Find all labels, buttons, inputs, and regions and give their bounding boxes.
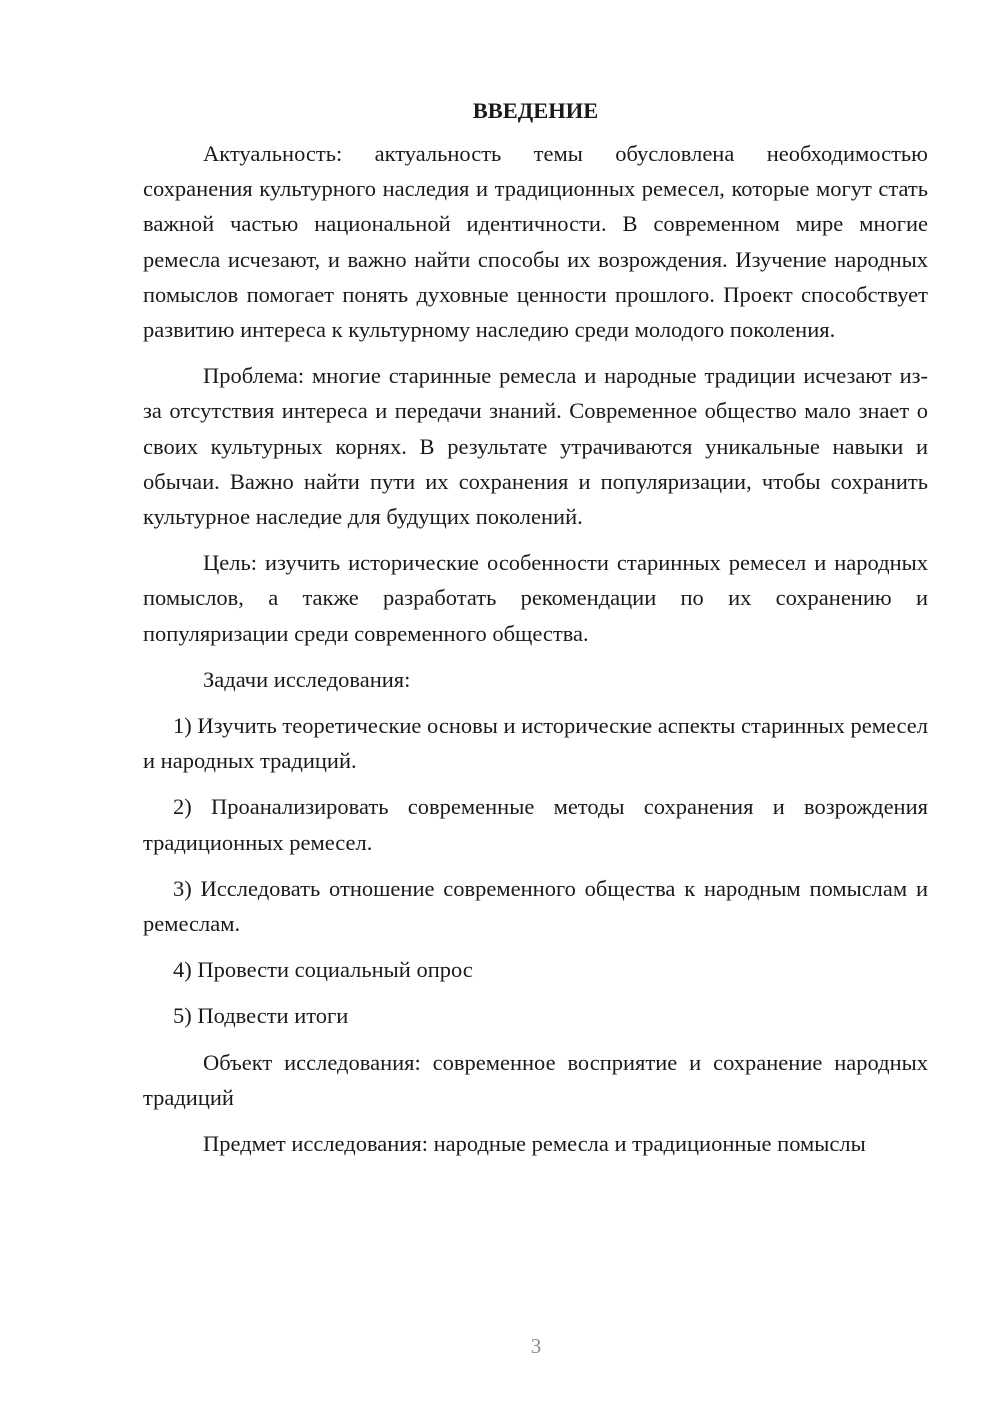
document-body [143, 96, 928, 1161]
relevance-paragraph: Актуальность: актуальность темы обусловлена необходимостью сохранения культурного наследия и традиционных ремесел, которые могут стать важной частью национальной идентичности. В современном мире многие ремесла исчезают, и важно найти способы их возрождения. Изучение народных помыслов помогает понять духовные ценности прошлого. Проект способствует развитию интереса к культурному наследию среди молодого поколения. [143, 141, 928, 343]
task-item: 3) Исследовать отношение современного общества к народным помыслам и ремеслам. [143, 875, 928, 937]
object-paragraph: Объект исследования: современное восприятие и сохранение народных традиций [143, 1049, 928, 1110]
task-item: 4) Провести социальный опрос [173, 957, 473, 983]
goal-paragraph: Цель: изучить исторические особенности старинных ремесел и народных помыслов, а также разработать рекомендации по их сохранению и популяризации среди современного общества. [143, 550, 928, 646]
subject-paragraph: Предмет исследования: народные ремесла и традиционные помыслы [203, 1131, 866, 1157]
problem-paragraph: Проблема: многие старинные ремесла и народные традиции исчезают из-за отсутствия интереса и передачи знаний. Современное общество мало знает о своих культурных корнях. В результате утрачиваются уникальные навыки и обычаи. Важно найти пути их сохранения и популяризации, чтобы сохранить культурное наследие для будущих поколений. [143, 363, 928, 530]
task-item: 2) Проанализировать современные методы сохранения и возрождения традиционных ремесел. [143, 794, 928, 855]
tasks-heading: Задачи исследования: [203, 666, 411, 692]
task-item: 5) Подвести итоги [173, 1003, 349, 1029]
page-title: ВВЕДЕНИЕ [472, 98, 599, 123]
page-number: 3 [530, 1334, 542, 1358]
task-item: 1) Изучить теоретические основы и исторические аспекты старинных ремесел и народных традиций. [143, 713, 928, 774]
